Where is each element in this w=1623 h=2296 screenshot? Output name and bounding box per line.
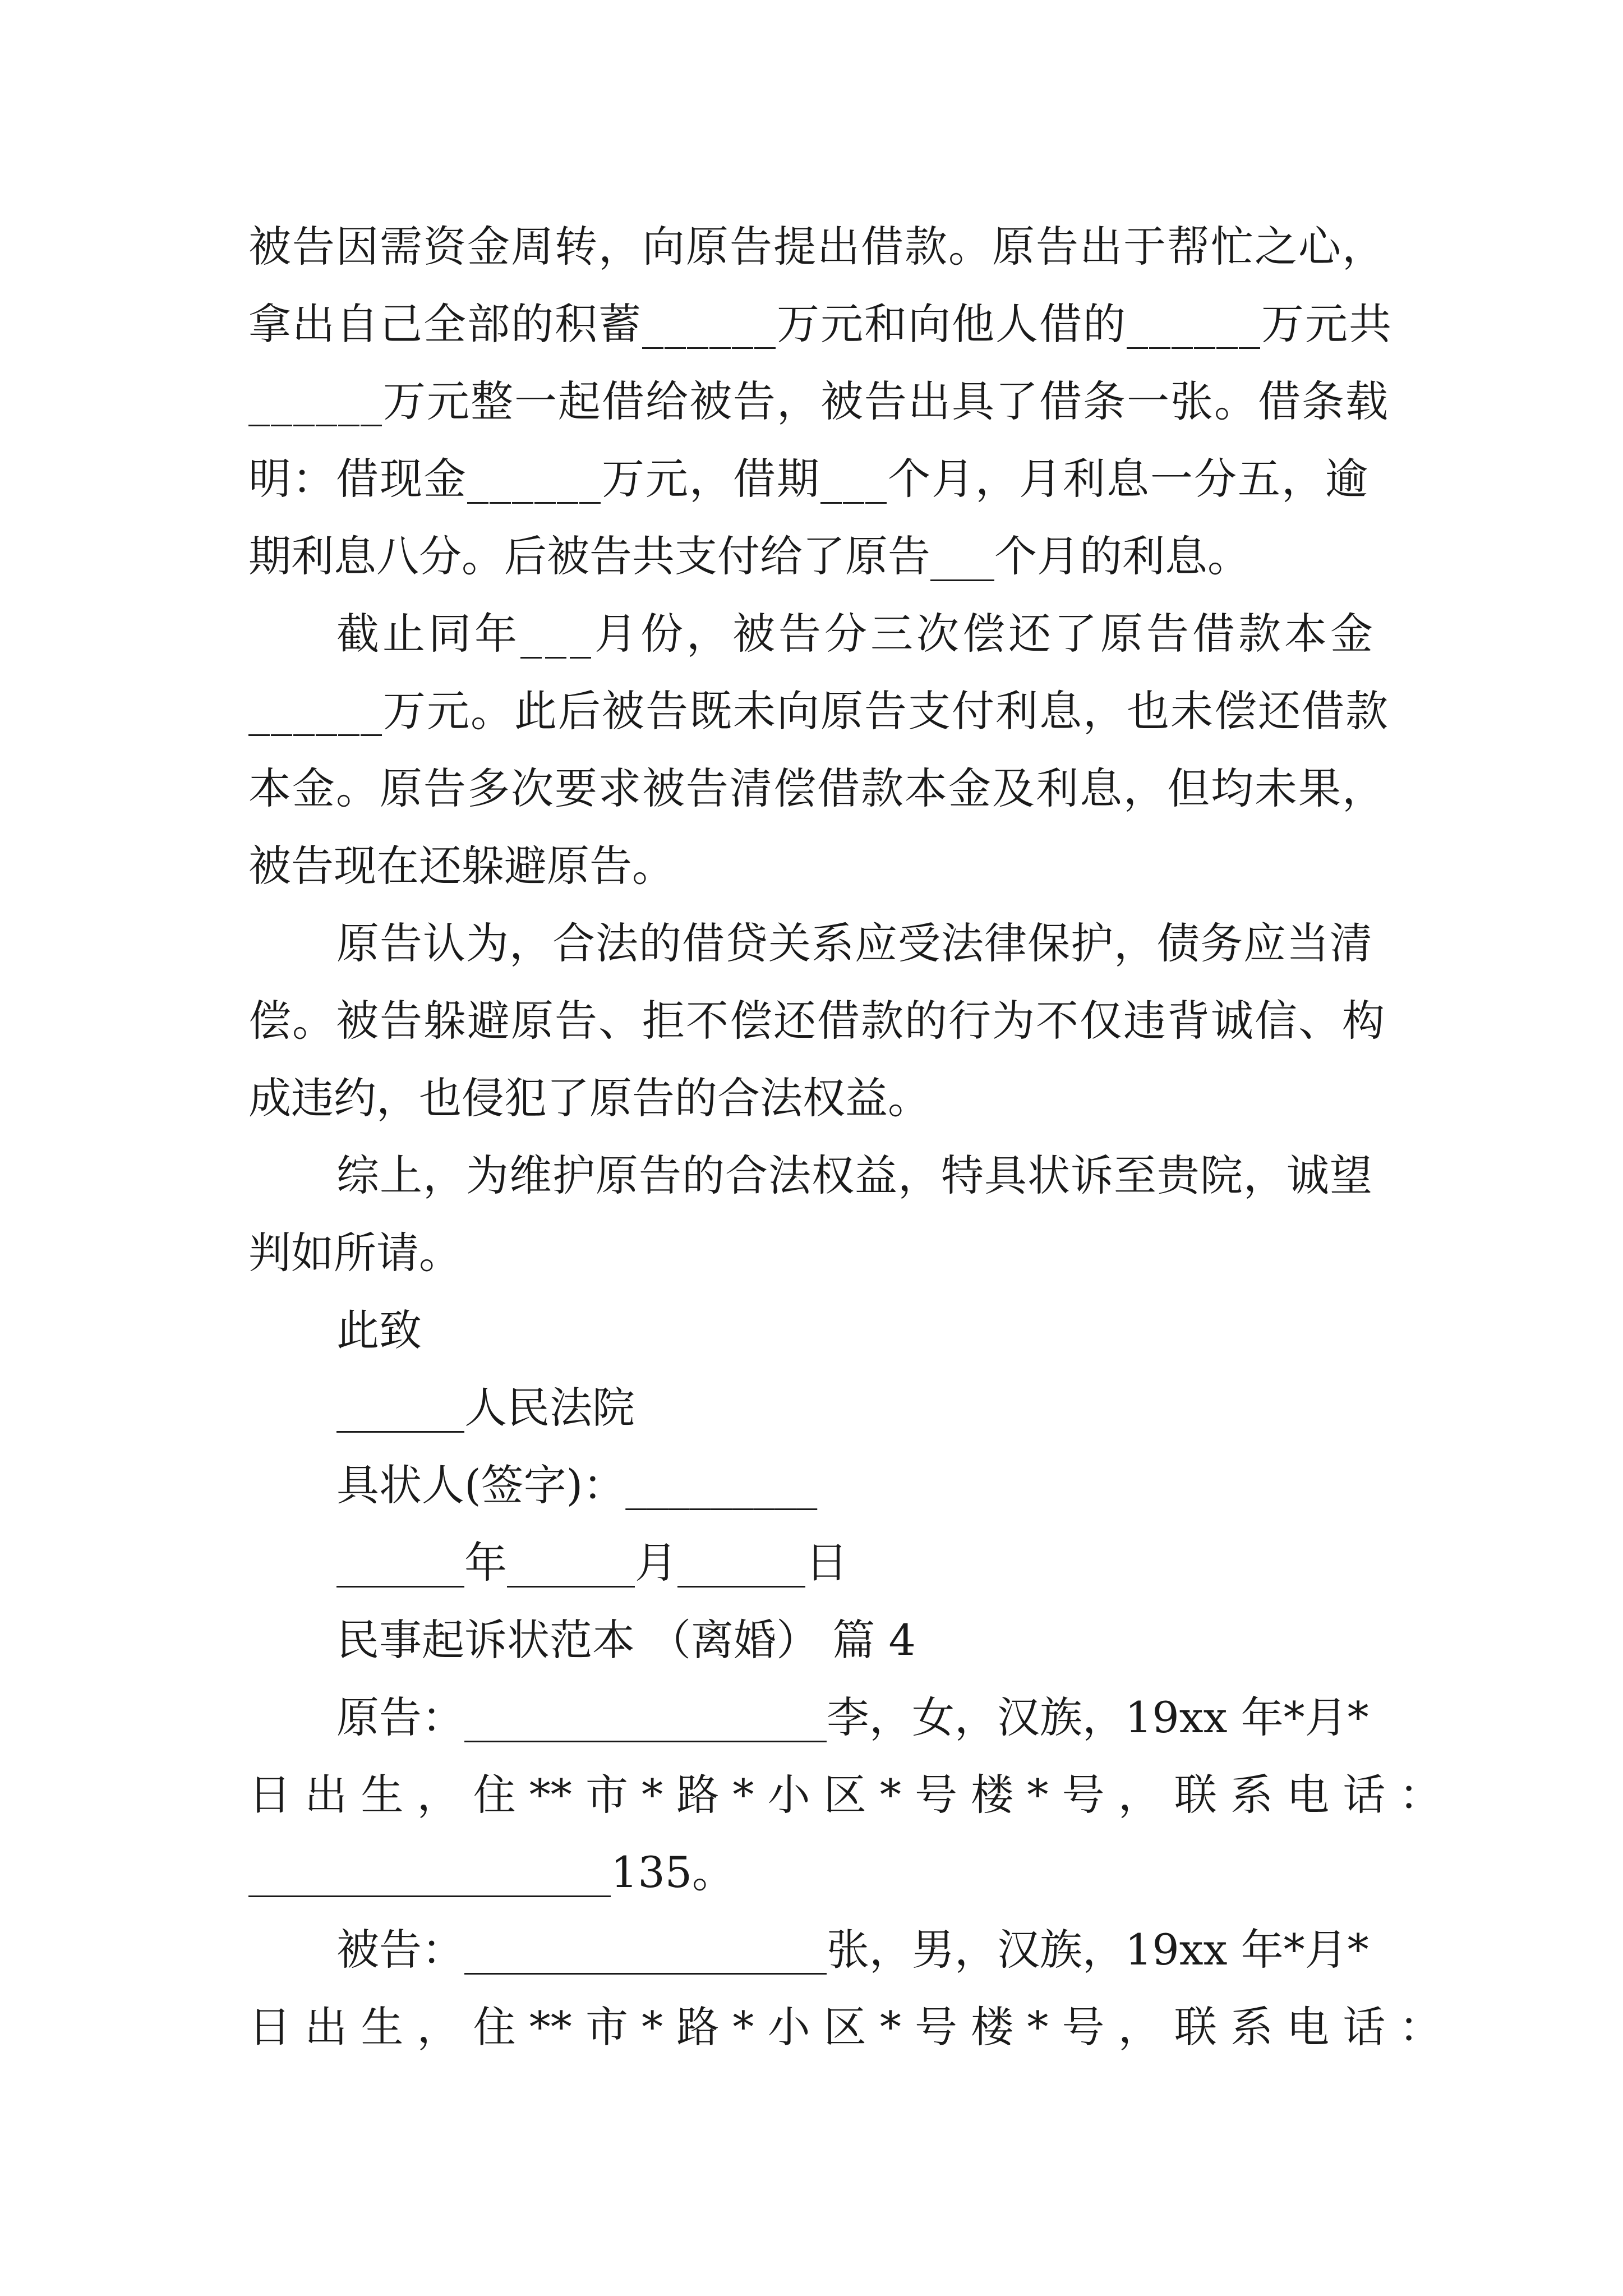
- text-line: _________________135。: [248, 1847, 735, 1897]
- plaintiff-line: 原告：_________________李，女，汉族，19xx 年*月*: [336, 1692, 1369, 1742]
- section-heading: 民事起诉状范本 （离婚） 篇 4: [336, 1615, 916, 1665]
- text-line: 判如所请。: [248, 1228, 462, 1278]
- text-line: 明：借现金______万元，借期___个月，月利息一分五，逾: [248, 454, 1369, 504]
- text-line: 拿出自己全部的积蓄______万元和向他人借的______万元共: [248, 299, 1393, 349]
- text-line: 期利息八分。后被告共支付给了原告___个月的利息。: [248, 531, 1250, 581]
- text-line: ______万元。此后被告既未向原告支付利息，也未偿还借款: [248, 686, 1389, 736]
- text-line: 成违约，也侵犯了原告的合法权益。: [248, 1073, 930, 1123]
- paragraph-first-line: 综上，为维护原告的合法权益，特具状诉至贵院，诚望: [336, 1151, 1373, 1200]
- text-line: 被告现在还躲避原告。: [248, 841, 675, 891]
- salutation: 此致: [336, 1305, 422, 1355]
- paragraph-first-line: 截止同年___月份，被告分三次偿还了原告借款本金: [336, 609, 1376, 659]
- text-line: 被告因需资金周转，向原告提出借款。原告出于帮忙之心，: [248, 222, 1386, 272]
- signature-line: 具状人(签字)：_________: [336, 1460, 818, 1510]
- text-line: 偿。被告躲避原告、拒不偿还借款的行为不仅违背诚信、构: [248, 996, 1386, 1046]
- court-name-line: ______人民法院: [336, 1383, 635, 1433]
- text-line: 日 出 生 ， 住 ** 市 * 路 * 小 区 * 号 楼 * 号 ， 联 系 电 话 ：: [248, 2002, 1442, 2052]
- text-line: 日 出 生 ， 住 ** 市 * 路 * 小 区 * 号 楼 * 号 ， 联 系 电 话 ：: [248, 1770, 1442, 1820]
- defendant-line: 被告：_________________张，男，汉族，19xx 年*月*: [336, 1925, 1369, 1975]
- text-line: 本金。原告多次要求被告清偿借款本金及利息，但均未果，: [248, 763, 1386, 813]
- text-line: ______万元整一起借给被告，被告出具了借条一张。借条载: [248, 376, 1389, 426]
- date-line: ______年______月______日: [336, 1538, 848, 1588]
- paragraph-first-line: 原告认为，合法的借贷关系应受法律保护，债务应当清: [336, 918, 1373, 968]
